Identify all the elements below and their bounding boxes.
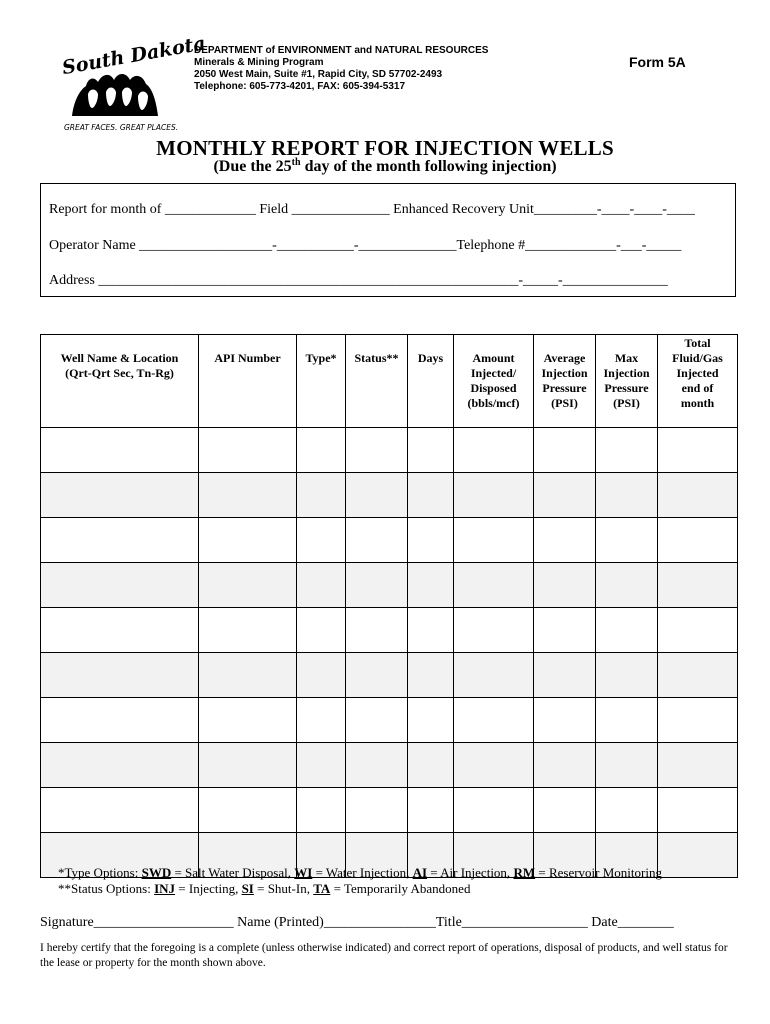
table-cell[interactable] [596, 653, 658, 698]
column-header [596, 335, 658, 428]
table-cell[interactable] [199, 743, 297, 788]
table-cell[interactable] [454, 698, 534, 743]
option-description: = Reservoir Monitoring [535, 865, 662, 880]
table-cell[interactable] [596, 563, 658, 608]
option-code: WI [294, 865, 313, 880]
table-cell[interactable] [534, 518, 596, 563]
table-cell[interactable] [199, 788, 297, 833]
table-row [41, 473, 738, 518]
column-header-line: Well Name & Location [60, 351, 179, 365]
table-cell[interactable] [297, 608, 346, 653]
column-header-line: Disposed [470, 381, 517, 395]
table-cell[interactable] [408, 428, 454, 473]
option-code: AI [412, 865, 428, 880]
column-header-line: (Qrt-Qrt Sec, Tn-Rg) [65, 366, 174, 380]
table-cell[interactable] [534, 428, 596, 473]
table-cell[interactable] [596, 473, 658, 518]
table-cell[interactable] [658, 563, 738, 608]
table-row [41, 563, 738, 608]
subtitle-after: day of the month following injection) [300, 158, 557, 175]
table-cell[interactable] [297, 428, 346, 473]
column-header [408, 335, 454, 428]
table-row [41, 608, 738, 653]
column-header-line: Max [614, 351, 639, 365]
column-header-line: Average [543, 351, 586, 365]
table-row [41, 428, 738, 473]
table-cell[interactable] [658, 743, 738, 788]
table-cell[interactable] [596, 428, 658, 473]
table-cell[interactable] [596, 743, 658, 788]
column-header [199, 335, 297, 428]
table-cell[interactable] [41, 698, 199, 743]
table-cell[interactable] [297, 788, 346, 833]
table-cell[interactable] [346, 743, 408, 788]
table-cell[interactable] [454, 473, 534, 518]
column-header-line: month [680, 396, 715, 410]
table-cell[interactable] [297, 698, 346, 743]
column-header-line: API Number [214, 351, 281, 365]
signature-line[interactable]: Signature____________________ Name (Printed)________________Title__________________ Date________ [40, 915, 674, 930]
subtitle-sup: th [291, 157, 301, 168]
table-cell[interactable] [41, 788, 199, 833]
option-description: = Salt Water Disposal, [171, 865, 295, 880]
option-code: SI [241, 881, 254, 896]
program-name: Minerals & Mining Program [194, 57, 324, 68]
table-cell[interactable] [408, 788, 454, 833]
table-cell[interactable] [454, 788, 534, 833]
table-cell[interactable] [534, 563, 596, 608]
subtitle-before: (Due the 25 [213, 158, 292, 175]
table-cell[interactable] [199, 563, 297, 608]
column-header-line: Pressure [604, 381, 649, 395]
column-header [454, 335, 534, 428]
column-header-line: Injection [603, 366, 650, 380]
table-cell[interactable] [658, 608, 738, 653]
table-cell[interactable] [408, 473, 454, 518]
column-header [41, 335, 199, 428]
table-cell[interactable] [346, 428, 408, 473]
type-options [58, 865, 662, 881]
option-code: RM [513, 865, 536, 880]
column-header-line: end of [681, 381, 714, 395]
table-header-row [41, 335, 738, 428]
table-cell[interactable] [297, 518, 346, 563]
column-header-line: Status** [354, 351, 399, 365]
table-cell[interactable] [658, 788, 738, 833]
table-cell[interactable] [408, 698, 454, 743]
agency-phone: Telephone: 605-773-4201, FAX: 605-394-5317 [194, 81, 406, 92]
column-header [658, 335, 738, 428]
column-header-line: Type* [305, 351, 337, 365]
table-row [41, 788, 738, 833]
table-cell[interactable] [41, 653, 199, 698]
table-row [41, 653, 738, 698]
status-options [58, 881, 662, 897]
table-cell[interactable] [534, 473, 596, 518]
column-header-line: (bbls/mcf) [467, 396, 520, 410]
logo-tagline: GREAT FACES. GREAT PLACES. [64, 123, 179, 132]
column-header-line: (PSI) [613, 396, 640, 410]
table-cell[interactable] [408, 563, 454, 608]
column-header-line: Pressure [542, 381, 587, 395]
table-cell[interactable] [658, 833, 738, 878]
column-header-line: (PSI) [551, 396, 578, 410]
option-prefix: *Type Options: [58, 865, 142, 880]
option-description: = Shut-In, [253, 881, 314, 896]
table-cell[interactable] [41, 743, 199, 788]
table-cell[interactable] [596, 608, 658, 653]
column-header-line: Injected/ [470, 366, 517, 380]
table-cell[interactable] [346, 653, 408, 698]
table-cell[interactable] [454, 563, 534, 608]
table-cell[interactable] [41, 563, 199, 608]
agency-address: 2050 West Main, Suite #1, Rapid City, SD 57702-2493 [194, 69, 443, 80]
column-header-line: Injected [676, 366, 719, 380]
table-cell[interactable] [199, 518, 297, 563]
table-cell[interactable] [534, 743, 596, 788]
table-cell[interactable] [596, 698, 658, 743]
table-cell[interactable] [41, 608, 199, 653]
column-header [346, 335, 408, 428]
option-description: = Temporarily Abandoned [330, 881, 471, 896]
table-cell[interactable] [658, 698, 738, 743]
table-cell[interactable] [596, 788, 658, 833]
table-cell[interactable] [534, 653, 596, 698]
table-cell[interactable] [297, 743, 346, 788]
column-header-line: Days [417, 351, 444, 365]
table-cell[interactable] [346, 563, 408, 608]
column-header-line: Fluid/Gas [672, 351, 723, 365]
option-code: TA [313, 881, 331, 896]
south-dakota-logo [60, 32, 208, 134]
table-cell[interactable] [454, 743, 534, 788]
table-cell[interactable] [346, 473, 408, 518]
table-cell[interactable] [41, 473, 199, 518]
table-cell[interactable] [454, 608, 534, 653]
table-cell[interactable] [454, 428, 534, 473]
table-cell[interactable] [454, 518, 534, 563]
option-description: = Air Injection, [427, 865, 514, 880]
table-cell[interactable] [297, 563, 346, 608]
option-code: SWD [141, 865, 172, 880]
table-cell[interactable] [534, 788, 596, 833]
table-cell[interactable] [346, 698, 408, 743]
table-cell[interactable] [408, 653, 454, 698]
option-description: = Water Injection, [312, 865, 413, 880]
table-cell[interactable] [297, 473, 346, 518]
table-cell[interactable] [658, 473, 738, 518]
table-cell[interactable] [658, 653, 738, 698]
option-description: = Injecting, [175, 881, 242, 896]
column-header-line: Injection [541, 366, 588, 380]
table-row [41, 743, 738, 788]
page-subtitle [0, 158, 770, 176]
table-cell[interactable] [41, 428, 199, 473]
table-cell[interactable] [41, 518, 199, 563]
table-cell[interactable] [658, 518, 738, 563]
table-cell[interactable] [408, 743, 454, 788]
table-cell[interactable] [297, 653, 346, 698]
injection-wells-table [40, 334, 738, 878]
page-title: MONTHLY REPORT FOR INJECTION WELLS [156, 136, 614, 160]
department-name: DEPARTMENT of ENVIRONMENT and NATURAL RESOURCES [194, 45, 489, 56]
certification-statement: I hereby certify that the foregoing is a complete (unless otherwise indicated) and correct report of operations, disposal of products, and well status for the lease or property for the month shown above. [40, 942, 728, 969]
table-body [41, 428, 738, 878]
table-cell[interactable] [408, 518, 454, 563]
column-header-line: Amount [472, 351, 515, 365]
logo-wordmark: South Dakota [60, 32, 208, 80]
table-cell[interactable] [346, 518, 408, 563]
table-row [41, 518, 738, 563]
table-cell[interactable] [199, 608, 297, 653]
option-legend [58, 865, 662, 897]
address-line[interactable]: Address ____________________________________________________________-_____-_______________ [49, 273, 668, 288]
column-header-line: Total [684, 336, 711, 350]
table-cell[interactable] [199, 653, 297, 698]
report-info-box [40, 183, 736, 297]
agency-header [194, 45, 488, 93]
table-cell[interactable] [454, 653, 534, 698]
table-cell[interactable] [199, 698, 297, 743]
column-header [297, 335, 346, 428]
option-prefix: **Status Options: [58, 881, 155, 896]
table-cell[interactable] [534, 608, 596, 653]
table-cell[interactable] [199, 473, 297, 518]
table-cell[interactable] [346, 608, 408, 653]
table-cell[interactable] [596, 518, 658, 563]
table-cell[interactable] [346, 788, 408, 833]
table-cell[interactable] [408, 608, 454, 653]
option-code: INJ [154, 881, 176, 896]
report-month-field-line[interactable]: Report for month of _____________ Field ______________ Enhanced Recovery Unit_________-____-____-____ [49, 202, 695, 217]
operator-telephone-line[interactable]: Operator Name ___________________-___________-______________Telephone #_____________-___-_____ [49, 238, 682, 253]
table-row [41, 698, 738, 743]
column-header [534, 335, 596, 428]
table-cell[interactable] [199, 428, 297, 473]
form-number: Form 5A [629, 54, 686, 70]
table-cell[interactable] [534, 698, 596, 743]
table-cell[interactable] [658, 428, 738, 473]
